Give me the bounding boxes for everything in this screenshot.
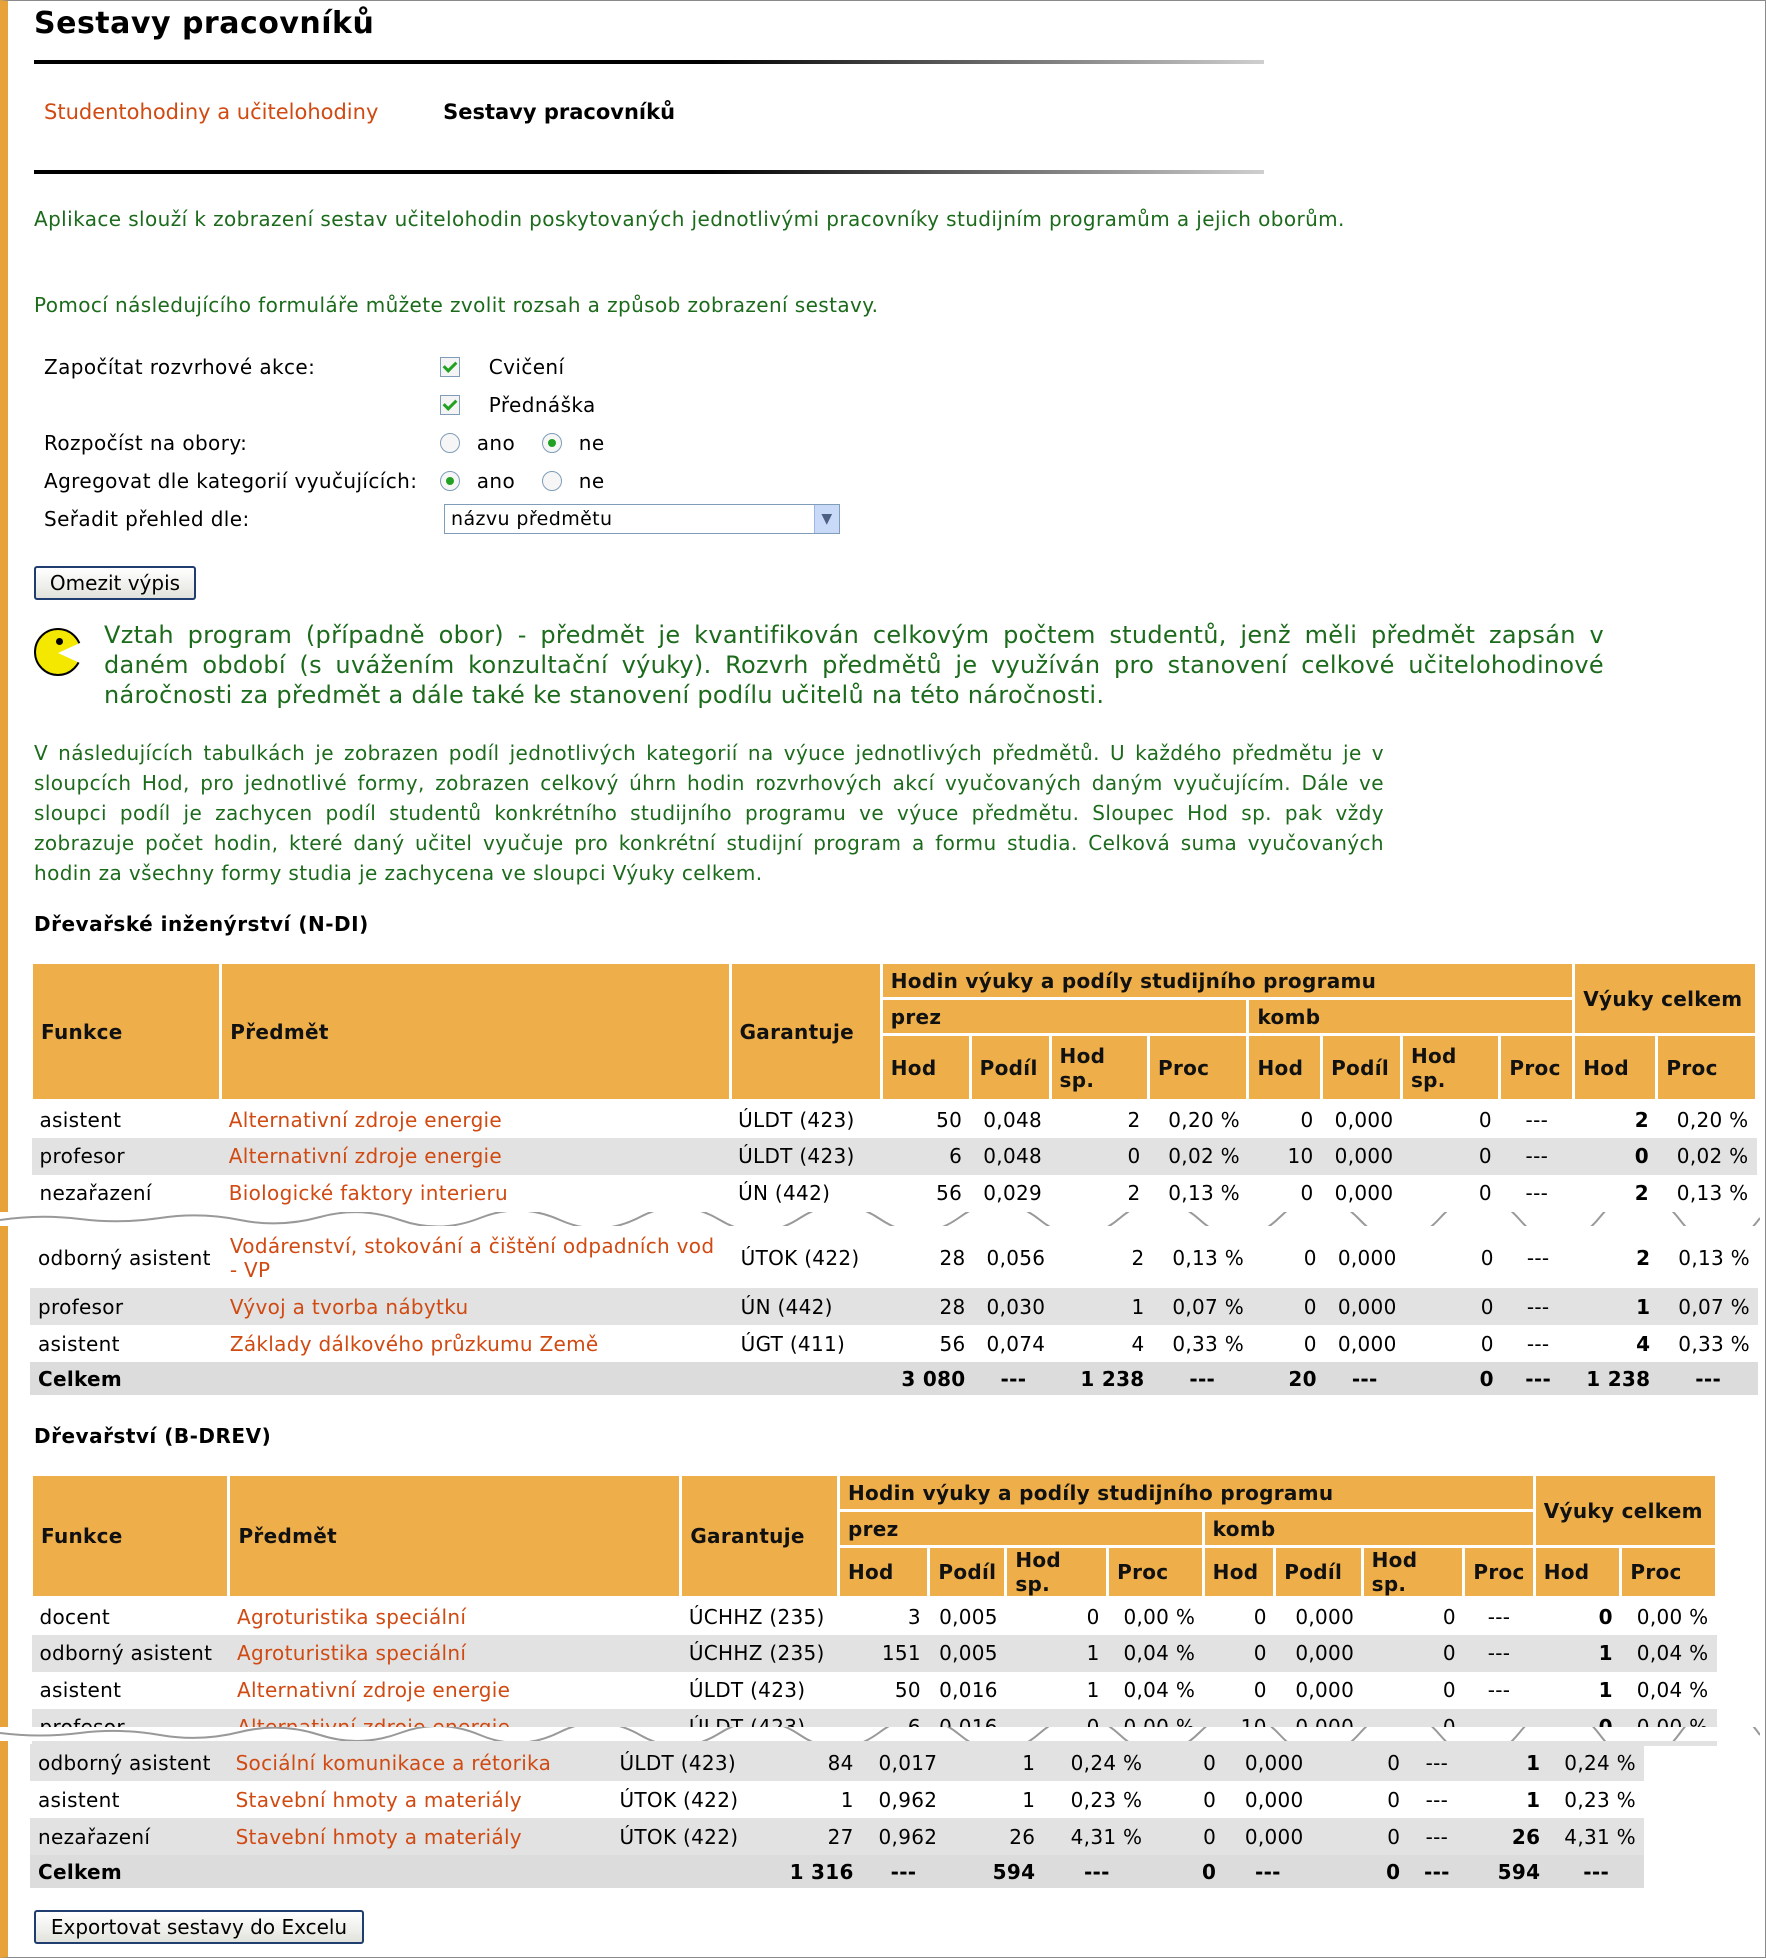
cell-funkce: asistent bbox=[39, 1678, 122, 1702]
cell-value: 0 bbox=[1442, 1604, 1456, 1629]
cell-value: 0 bbox=[1086, 1604, 1100, 1629]
cell-value: 0,00 % bbox=[1636, 1604, 1709, 1629]
table-row bbox=[32, 1175, 1757, 1212]
cell-value: 50 bbox=[936, 1107, 963, 1132]
header-proc-7: Proc bbox=[1500, 1035, 1574, 1101]
total-value: 0 bbox=[1405, 1362, 1502, 1395]
cell-value: 0 bbox=[1387, 1787, 1401, 1812]
cell-garantuje: ÚTOK (422) bbox=[619, 1787, 739, 1812]
table-row bbox=[30, 1228, 1758, 1288]
table-row bbox=[32, 1598, 1717, 1635]
subject-link[interactable]: Základy dálkového průzkumu Země bbox=[229, 1331, 599, 1356]
report-table-bdrev bbox=[30, 1473, 1718, 1746]
cell-value: 1 bbox=[1466, 1744, 1549, 1781]
section-title-bdrev: Dřevařství (B-DREV) bbox=[34, 1424, 272, 1448]
cell-value: 0 bbox=[1312, 1818, 1409, 1855]
cell-value: 0 bbox=[1150, 1818, 1224, 1855]
cell-value: --- bbox=[1487, 1678, 1511, 1702]
cell-value: 0,00 % bbox=[1123, 1604, 1196, 1629]
cell-value: 0,000 bbox=[1295, 1678, 1355, 1702]
report-table-bdrev-continued bbox=[30, 1744, 1644, 1888]
cell-value: 0 bbox=[1362, 1635, 1464, 1672]
table-row bbox=[32, 1138, 1757, 1175]
prednaska-label: Přednáška bbox=[488, 393, 596, 417]
agregovat-ano-radio[interactable] bbox=[440, 471, 460, 491]
cell-value: 0 bbox=[1480, 1331, 1494, 1356]
cell-value: 0 bbox=[1574, 1138, 1657, 1175]
cell-funkce: nezařazení bbox=[30, 1818, 228, 1855]
header-podil-1: Podíl bbox=[970, 1035, 1050, 1101]
rozpocist-ano-radio[interactable] bbox=[440, 433, 460, 453]
header-hodsp-6: Hod sp. bbox=[1362, 1547, 1464, 1598]
cell-value: 1 bbox=[945, 1744, 1043, 1781]
header-podil-5: Podíl bbox=[1275, 1547, 1362, 1598]
cell-value: 0 bbox=[1203, 1787, 1217, 1812]
total-value: --- bbox=[1043, 1855, 1150, 1888]
subject-link[interactable]: Stavební hmoty a materiály bbox=[235, 1787, 522, 1812]
cell-value: 0,23 % bbox=[1070, 1787, 1143, 1812]
cell-value: 0,962 bbox=[862, 1818, 946, 1855]
subject-link[interactable]: Sociální komunikace a rétorika bbox=[228, 1744, 612, 1781]
cell-value: 27 bbox=[765, 1818, 862, 1855]
cell-value: 10 bbox=[1248, 1138, 1322, 1175]
header-komb: komb bbox=[1203, 1511, 1534, 1547]
table-row bbox=[30, 1781, 1644, 1818]
subject-link[interactable]: Agroturistika speciální bbox=[236, 1604, 467, 1629]
header-garantuje: Garantuje bbox=[681, 1475, 839, 1598]
rozpocist-label: Rozpočíst na obory: bbox=[44, 431, 248, 455]
cell-value: 0,000 bbox=[1224, 1818, 1311, 1855]
title-rule bbox=[34, 60, 1264, 64]
header-hodsp-2: Hod sp. bbox=[1050, 1035, 1148, 1101]
cell-value: 0 bbox=[1478, 1107, 1492, 1132]
cell-value: --- bbox=[1525, 1181, 1549, 1205]
rozpocist-ano-label: ano bbox=[476, 431, 516, 455]
seradit-label: Seřadit přehled dle: bbox=[44, 507, 250, 531]
subject-link[interactable]: Biologické faktory interieru bbox=[228, 1181, 508, 1205]
total-label: Celkem bbox=[30, 1362, 884, 1395]
subject-link[interactable]: Alternativní zdroje energie bbox=[236, 1678, 511, 1702]
rozvrh-label: Započítat rozvrhové akce: bbox=[44, 355, 316, 379]
section-title-ndi: Dřevařské inženýrství (N-DI) bbox=[34, 912, 369, 936]
report-table-ndi-continued bbox=[30, 1228, 1758, 1395]
cell-value: 0,24 % bbox=[1043, 1744, 1150, 1781]
header-proc-7: Proc bbox=[1464, 1547, 1534, 1598]
cell-value: 0,04 % bbox=[1636, 1678, 1709, 1702]
cell-garantuje: ÚN (442) bbox=[733, 1288, 884, 1325]
header-garantuje: Garantuje bbox=[730, 963, 881, 1101]
cell-value: 0 bbox=[1405, 1288, 1502, 1325]
subject-link[interactable]: Alternativní zdroje energie bbox=[221, 1138, 730, 1175]
cell-funkce: odborný asistent bbox=[30, 1744, 228, 1781]
prednaska-option[interactable] bbox=[440, 390, 596, 420]
cell-value: 0,20 % bbox=[1676, 1107, 1749, 1132]
cell-value: 0,048 bbox=[970, 1138, 1050, 1175]
agregovat-label: Agregovat dle kategorií vyučujících: bbox=[44, 469, 418, 493]
total-row bbox=[30, 1362, 1758, 1395]
total-value: --- bbox=[1502, 1362, 1575, 1395]
total-value: 3 080 bbox=[884, 1362, 974, 1395]
cell-value: 1 bbox=[1598, 1678, 1613, 1702]
cell-garantuje: ÚGT (411) bbox=[740, 1331, 846, 1356]
cell-value: 1 bbox=[840, 1787, 854, 1812]
header-proc-3: Proc bbox=[1108, 1547, 1204, 1598]
cell-value: 0 bbox=[1478, 1181, 1492, 1205]
cell-value: 0,016 bbox=[939, 1678, 998, 1702]
header-podil-1: Podíl bbox=[929, 1547, 1006, 1598]
cell-value: 50 bbox=[894, 1678, 921, 1702]
cell-value: 0 bbox=[1303, 1246, 1317, 1270]
cell-funkce: asistent bbox=[38, 1787, 120, 1812]
cell-value: 0 bbox=[1252, 1288, 1325, 1325]
cell-funkce: profesor bbox=[32, 1138, 221, 1175]
cell-value: --- bbox=[1526, 1246, 1550, 1270]
cell-value: --- bbox=[1408, 1744, 1465, 1781]
cell-value: --- bbox=[1500, 1138, 1574, 1175]
agregovat-ne-option[interactable] bbox=[542, 466, 605, 496]
header-funkce: Funkce bbox=[32, 1475, 229, 1598]
cell-garantuje: ÚCHHZ (235) bbox=[688, 1604, 825, 1629]
cell-garantuje: ÚCHHZ (235) bbox=[681, 1635, 839, 1672]
page-title: Sestavy pracovníků bbox=[34, 6, 375, 41]
total-value: --- bbox=[862, 1855, 946, 1888]
agregovat-ano-label: ano bbox=[476, 469, 516, 493]
form-intro-text: Pomocí následujícího formuláře můžete zvolit rozsah a způsob zobrazení sestavy. bbox=[34, 293, 879, 317]
total-value: --- bbox=[1408, 1855, 1465, 1888]
cell-value: 0,33 % bbox=[1172, 1331, 1245, 1356]
cell-value: 26 bbox=[1466, 1818, 1549, 1855]
header-hod-4: Hod bbox=[1203, 1547, 1275, 1598]
subject-link[interactable]: Stavební hmoty a materiály bbox=[228, 1818, 612, 1855]
agregovat-ne-radio[interactable] bbox=[542, 471, 562, 491]
cell-garantuje: ÚTOK (422) bbox=[611, 1818, 764, 1855]
cell-value: 0,04 % bbox=[1621, 1635, 1717, 1672]
cell-value: 0,000 bbox=[1337, 1246, 1397, 1270]
cell-value: 151 bbox=[838, 1635, 928, 1672]
cell-value: --- bbox=[1464, 1635, 1534, 1672]
cell-value: 0,000 bbox=[1334, 1181, 1394, 1205]
header-prez: prez bbox=[881, 999, 1248, 1035]
cell-value: 0 bbox=[1480, 1246, 1494, 1270]
seradit-value: názvu předmětu bbox=[451, 508, 613, 530]
tab-studentohodiny[interactable]: Studentohodiny a učitelohodiny bbox=[44, 100, 379, 124]
cell-value: 0,33 % bbox=[1678, 1331, 1750, 1356]
tab-sestavy-active: Sestavy pracovníků bbox=[443, 100, 676, 124]
cell-value: 1 bbox=[1022, 1787, 1036, 1812]
cell-value: --- bbox=[1425, 1787, 1449, 1812]
cell-value: --- bbox=[1502, 1288, 1575, 1325]
cell-value: 0,005 bbox=[929, 1635, 1006, 1672]
total-value: 1 316 bbox=[765, 1855, 862, 1888]
explain-text: V následujících tabulkách je zobrazen podíl jednotlivých kategorií na výuce jednotlivých předmětů. U každého předmětu je v sloupcích Hod, pro jednotlivé formy, zobrazen celkový úhrn hodin rozvrhových akcí vyučovaných daným vyučujícím. Dále ve sloupci podíl je zachycen podíl studentů konkrétního studijního programu ve výuce předmětu. Sloupec Hod sp. pak vždy zobrazuje počet hodin, které daný učitel vyučuje pro konkrétní studijní program a formu studia. Celková suma vyučovaných hodin za všechny formy studia je zachycena ve sloupci Výuky celkem. bbox=[34, 741, 1384, 885]
cell-value: 84 bbox=[765, 1744, 862, 1781]
cell-value: 2 bbox=[1634, 1181, 1649, 1205]
cell-value: 0 bbox=[1253, 1678, 1267, 1702]
header-hodin-vyuky: Hodin výuky a podíly studijního programu bbox=[838, 1475, 1534, 1511]
cell-value: 0,07 % bbox=[1153, 1288, 1253, 1325]
cviceni-label: Cvičení bbox=[488, 355, 565, 379]
cell-value: 0,000 bbox=[1325, 1288, 1405, 1325]
cell-value: 0 bbox=[1442, 1678, 1456, 1702]
cell-value: 1 bbox=[1575, 1288, 1659, 1325]
cell-funkce: asistent bbox=[39, 1107, 122, 1132]
total-value: 0 bbox=[1312, 1855, 1409, 1888]
total-value: 0 bbox=[1150, 1855, 1224, 1888]
tear-divider-2 bbox=[0, 1727, 1760, 1741]
header-predmet: Předmět bbox=[229, 1475, 681, 1598]
total-value: 594 bbox=[1466, 1855, 1549, 1888]
tear-divider-1 bbox=[0, 1212, 1760, 1226]
cell-value: --- bbox=[1526, 1331, 1550, 1356]
header-hod-8: Hod bbox=[1574, 1035, 1657, 1101]
tab-bar bbox=[44, 100, 675, 124]
rozpocist-ano-option[interactable] bbox=[440, 428, 515, 458]
cell-garantuje: ÚLDT (423) bbox=[611, 1744, 764, 1781]
header-hodsp-2: Hod sp. bbox=[1006, 1547, 1108, 1598]
cell-value: 6 bbox=[881, 1138, 970, 1175]
cell-value: 1 bbox=[1534, 1635, 1621, 1672]
cell-value: 2 bbox=[1131, 1246, 1145, 1270]
header-hod-4: Hod bbox=[1248, 1035, 1322, 1101]
cell-value: 0 bbox=[1050, 1138, 1148, 1175]
header-hodin-vyuky: Hodin výuky a podíly studijního programu bbox=[881, 963, 1573, 999]
cell-value: 0,04 % bbox=[1108, 1635, 1204, 1672]
prednaska-checkbox[interactable] bbox=[440, 395, 460, 415]
header-prez: prez bbox=[838, 1511, 1203, 1547]
cell-value: 0,000 bbox=[1334, 1107, 1394, 1132]
total-value: --- bbox=[1224, 1855, 1311, 1888]
total-value: --- bbox=[1658, 1362, 1758, 1395]
cell-value: 0 bbox=[1303, 1331, 1317, 1356]
cell-value: 0 bbox=[1300, 1181, 1314, 1205]
cell-value: 0,13 % bbox=[1172, 1246, 1245, 1270]
cell-value: 0 bbox=[1401, 1138, 1499, 1175]
subject-link[interactable]: Vývoj a tvorba nábytku bbox=[222, 1288, 733, 1325]
table-row bbox=[32, 1672, 1717, 1709]
cell-value: 0,029 bbox=[983, 1181, 1043, 1205]
info-icon bbox=[34, 628, 82, 676]
cell-value: 0,030 bbox=[974, 1288, 1054, 1325]
cviceni-option[interactable] bbox=[440, 352, 564, 382]
chevron-down-icon[interactable]: ▼ bbox=[814, 505, 839, 533]
cell-value: 1 bbox=[1053, 1288, 1152, 1325]
table-row bbox=[32, 1635, 1717, 1672]
cell-value: 0,017 bbox=[862, 1744, 946, 1781]
total-label: Celkem bbox=[30, 1855, 765, 1888]
cell-garantuje: ÚLDT (423) bbox=[738, 1107, 855, 1132]
header-komb: komb bbox=[1248, 999, 1574, 1035]
omezit-vypis-button[interactable]: Omezit výpis bbox=[34, 566, 196, 600]
cell-value: 0,000 bbox=[1244, 1787, 1304, 1812]
cell-value: 2 bbox=[1127, 1107, 1141, 1132]
cell-garantuje: ÚLDT (423) bbox=[730, 1138, 881, 1175]
rozpocist-ne-label: ne bbox=[578, 431, 605, 455]
cell-value: 0,000 bbox=[1337, 1331, 1397, 1356]
total-value: --- bbox=[974, 1362, 1054, 1395]
cell-value: --- bbox=[1525, 1107, 1549, 1132]
header-hod-8: Hod bbox=[1534, 1547, 1621, 1598]
total-value: --- bbox=[1325, 1362, 1405, 1395]
cell-funkce: odborný asistent bbox=[38, 1246, 211, 1270]
cell-funkce: nezařazení bbox=[39, 1181, 152, 1205]
cell-garantuje: ÚTOK (422) bbox=[740, 1246, 860, 1270]
report-table-ndi bbox=[30, 961, 1758, 1212]
cell-garantuje: ÚLDT (423) bbox=[688, 1678, 806, 1702]
cell-value: 2 bbox=[1636, 1246, 1651, 1270]
table-row bbox=[30, 1744, 1644, 1781]
rozpocist-ne-option[interactable] bbox=[542, 428, 605, 458]
cell-value: 4 bbox=[1636, 1331, 1651, 1356]
rozpocist-ne-radio[interactable] bbox=[542, 433, 562, 453]
cell-value: 4 bbox=[1131, 1331, 1145, 1356]
agregovat-ne-label: ne bbox=[578, 469, 605, 493]
cell-funkce: asistent bbox=[38, 1331, 120, 1356]
header-podil-5: Podíl bbox=[1322, 1035, 1402, 1101]
info-note: Vztah program (případně obor) - předmět je kvantifikován celkovým počtem studentů, jenž měli předmět zapsán v daném období (s uvážením konzultační výuky). Rozvrh předmětů je využíván pro stanovení celkové učitelohodinové náročnosti za předmět a dále také ke stanovení podílu učitelů na této náročnosti. bbox=[104, 621, 1604, 709]
table-row bbox=[30, 1818, 1644, 1855]
header-proc-3: Proc bbox=[1149, 1035, 1248, 1101]
header-proc-9: Proc bbox=[1621, 1547, 1717, 1598]
header-predmet: Předmět bbox=[221, 963, 730, 1101]
cell-value: 56 bbox=[939, 1331, 966, 1356]
cell-value: 0 bbox=[1203, 1635, 1275, 1672]
seradit-select[interactable] bbox=[444, 504, 840, 534]
cell-value: 1 bbox=[1526, 1787, 1541, 1812]
total-value: 594 bbox=[945, 1855, 1043, 1888]
cell-value: 0,000 bbox=[1295, 1604, 1355, 1629]
cell-value: 0,04 % bbox=[1123, 1678, 1196, 1702]
cell-value: 0,962 bbox=[878, 1787, 938, 1812]
cell-funkce: docent bbox=[39, 1604, 111, 1629]
cell-value: 0,005 bbox=[939, 1604, 998, 1629]
cell-value: 0,000 bbox=[1275, 1635, 1362, 1672]
subject-link[interactable]: Agroturistika speciální bbox=[229, 1635, 681, 1672]
cell-value: 1 bbox=[1006, 1635, 1108, 1672]
header-hod-0: Hod bbox=[881, 1035, 970, 1101]
cell-value: 0,02 % bbox=[1149, 1138, 1248, 1175]
header-vyuky-celkem: Výuky celkem bbox=[1534, 1475, 1716, 1547]
table-row bbox=[30, 1325, 1758, 1362]
header-vyuky-celkem: Výuky celkem bbox=[1574, 963, 1757, 1035]
cell-garantuje: ÚN (442) bbox=[738, 1181, 831, 1205]
total-value: 1 238 bbox=[1053, 1362, 1152, 1395]
cell-value: 0 bbox=[1312, 1744, 1409, 1781]
cell-value: 1 bbox=[1086, 1678, 1100, 1702]
cell-value: --- bbox=[1408, 1818, 1465, 1855]
cell-value: 0,20 % bbox=[1168, 1107, 1240, 1132]
total-row bbox=[30, 1855, 1644, 1888]
cell-value: 0,056 bbox=[986, 1246, 1046, 1270]
agregovat-ano-option[interactable] bbox=[440, 466, 515, 496]
cell-value: 0,000 bbox=[1224, 1744, 1311, 1781]
intro-text: Aplikace slouží k zobrazení sestav učitelohodin poskytovaných jednotlivými pracovníky studijním programům a jejich oborům. bbox=[34, 207, 1345, 231]
table-row bbox=[30, 1288, 1758, 1325]
cell-value: 0,13 % bbox=[1168, 1181, 1240, 1205]
tabs-rule bbox=[34, 170, 1264, 174]
cell-value: 0 bbox=[1150, 1744, 1224, 1781]
header-proc-9: Proc bbox=[1657, 1035, 1757, 1101]
header-funkce: Funkce bbox=[32, 963, 221, 1101]
cell-value: 28 bbox=[884, 1288, 974, 1325]
cell-value: --- bbox=[1487, 1604, 1511, 1629]
table-row bbox=[32, 1101, 1757, 1138]
cell-value: 0,000 bbox=[1322, 1138, 1402, 1175]
header-hod-0: Hod bbox=[838, 1547, 928, 1598]
cell-value: 2 bbox=[1634, 1107, 1649, 1132]
cviceni-checkbox[interactable] bbox=[440, 357, 460, 377]
total-value: 20 bbox=[1252, 1362, 1325, 1395]
subject-link[interactable]: Vodárenství, stokování a čištění odpadních vod - VP bbox=[229, 1234, 715, 1282]
cell-funkce: profesor bbox=[30, 1288, 222, 1325]
export-excel-button[interactable]: Exportovat sestavy do Excelu bbox=[34, 1910, 364, 1944]
total-value: 1 238 bbox=[1575, 1362, 1659, 1395]
cell-value: 0,13 % bbox=[1678, 1246, 1750, 1270]
cell-value: 56 bbox=[936, 1181, 963, 1205]
total-value: --- bbox=[1548, 1855, 1644, 1888]
cell-value: 0 bbox=[1300, 1107, 1314, 1132]
cell-value: 0,13 % bbox=[1676, 1181, 1749, 1205]
cell-value: 26 bbox=[945, 1818, 1043, 1855]
cell-value: 0,07 % bbox=[1658, 1288, 1758, 1325]
subject-link[interactable]: Alternativní zdroje energie bbox=[228, 1107, 503, 1132]
cell-value: 0 bbox=[1253, 1604, 1267, 1629]
cell-value: 2 bbox=[1127, 1181, 1141, 1205]
cell-value: 0 bbox=[1598, 1604, 1613, 1629]
cell-value: 28 bbox=[939, 1246, 966, 1270]
cell-value: 4,31 % bbox=[1548, 1818, 1644, 1855]
cell-value: 0,02 % bbox=[1657, 1138, 1757, 1175]
cell-value: 0,074 bbox=[986, 1331, 1046, 1356]
cell-value: 3 bbox=[907, 1604, 921, 1629]
cell-value: 0,24 % bbox=[1548, 1744, 1644, 1781]
total-value: --- bbox=[1153, 1362, 1253, 1395]
cell-value: 0,23 % bbox=[1564, 1787, 1636, 1812]
cell-funkce: odborný asistent bbox=[32, 1635, 229, 1672]
cell-value: 0,048 bbox=[983, 1107, 1043, 1132]
header-hodsp-6: Hod sp. bbox=[1401, 1035, 1499, 1101]
cell-value: 4,31 % bbox=[1043, 1818, 1150, 1855]
